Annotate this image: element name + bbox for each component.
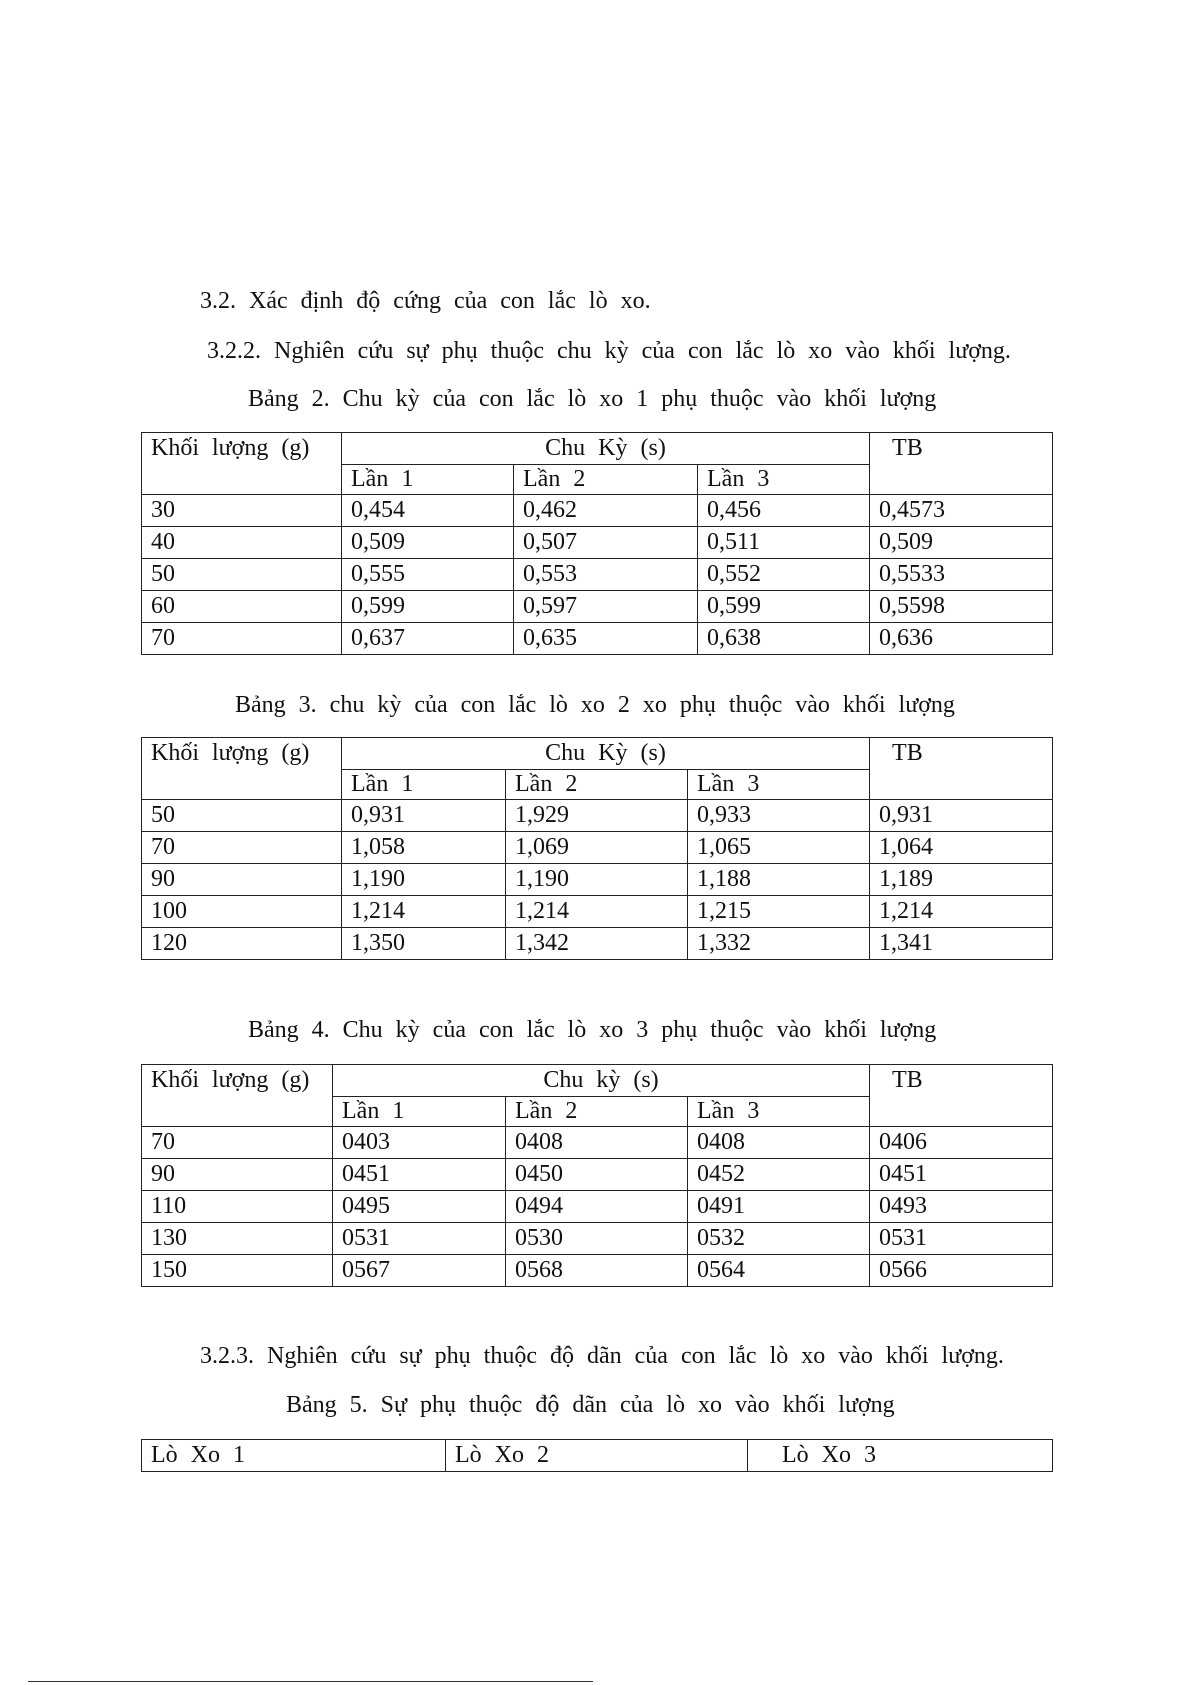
table4-cell: 0451 (333, 1159, 506, 1191)
table3-header-period: Chu Kỳ (s) (342, 738, 870, 770)
table5-header-spring-1: Lò Xo 1 (142, 1440, 446, 1472)
table4-cell: 150 (142, 1255, 333, 1287)
table4-header-run-3: Lần 3 (688, 1097, 870, 1127)
table-row (142, 864, 1053, 896)
table4-cell: 130 (142, 1223, 333, 1255)
table4-header-run-2: Lần 2 (506, 1097, 688, 1127)
table5 (141, 1439, 1053, 1472)
table3-cell: 90 (142, 864, 342, 896)
table4-header-mass: Khối lượng (g) (142, 1065, 333, 1127)
table2-cell: 0,509 (870, 527, 1053, 559)
table2-cell: 0,507 (514, 527, 698, 559)
table-row (142, 559, 1053, 591)
table2-header-avg: TB (870, 433, 1053, 495)
table3-cell: 1,215 (688, 896, 870, 928)
table2-cell: 0,555 (342, 559, 514, 591)
table3-cell: 1,929 (506, 800, 688, 832)
table4-cell: 0493 (870, 1191, 1053, 1223)
table3-caption: Bảng 3. chu kỳ của con lắc lò xo 2 xo phụ thuộc vào khối lượng (235, 692, 955, 718)
table4-header-period: Chu kỳ (s) (333, 1065, 870, 1097)
table4-cell: 0406 (870, 1127, 1053, 1159)
table2-cell: 0,454 (342, 495, 514, 527)
table2-cell: 0,636 (870, 623, 1053, 655)
table4-cell: 0495 (333, 1191, 506, 1223)
table4-cell: 0450 (506, 1159, 688, 1191)
table4-cell: 0530 (506, 1223, 688, 1255)
table2-cell: 0,509 (342, 527, 514, 559)
page-divider (28, 1681, 593, 1682)
table-row (142, 1159, 1053, 1191)
table4-cell: 0568 (506, 1255, 688, 1287)
table3-cell: 1,214 (342, 896, 506, 928)
table3-cell: 50 (142, 800, 342, 832)
table-row (142, 1191, 1053, 1223)
table3-header-run-2: Lần 2 (506, 770, 688, 800)
table3-header-run-1: Lần 1 (342, 770, 506, 800)
table2-cell: 50 (142, 559, 342, 591)
table2-cell: 30 (142, 495, 342, 527)
table2-cell: 0,511 (698, 527, 870, 559)
table2-cell: 40 (142, 527, 342, 559)
table4-header-avg: TB (870, 1065, 1053, 1127)
table2-cell: 0,553 (514, 559, 698, 591)
table4-cell: 0531 (870, 1223, 1053, 1255)
table3-header-avg: TB (870, 738, 1053, 800)
table4-cell: 0494 (506, 1191, 688, 1223)
table2-cell: 70 (142, 623, 342, 655)
table3-cell: 1,190 (342, 864, 506, 896)
table3-cell: 0,931 (342, 800, 506, 832)
table-row (142, 1127, 1053, 1159)
table3-cell: 1,350 (342, 928, 506, 960)
table2-cell: 0,456 (698, 495, 870, 527)
table4-cell: 0408 (506, 1127, 688, 1159)
table2-header-run-2: Lần 2 (514, 465, 698, 495)
table-row (142, 1223, 1053, 1255)
table-row (142, 527, 1053, 559)
table4-cell: 0491 (688, 1191, 870, 1223)
table2-header-run-3: Lần 3 (698, 465, 870, 495)
table-row (142, 800, 1053, 832)
table3 (141, 737, 1053, 960)
table5-header-spring-3: Lò Xo 3 (748, 1440, 1053, 1472)
table3-header-run-3: Lần 3 (688, 770, 870, 800)
table4 (141, 1064, 1053, 1287)
table4-cell: 0564 (688, 1255, 870, 1287)
table3-cell: 1,189 (870, 864, 1053, 896)
table4-cell: 70 (142, 1127, 333, 1159)
table3-cell: 120 (142, 928, 342, 960)
table-row (142, 928, 1053, 960)
table4-cell: 0408 (688, 1127, 870, 1159)
table2-header-mass: Khối lượng (g) (142, 433, 342, 495)
table4-cell: 90 (142, 1159, 333, 1191)
table3-cell: 1,214 (870, 896, 1053, 928)
table3-cell: 1,069 (506, 832, 688, 864)
table2-cell: 0,552 (698, 559, 870, 591)
section-heading-3-2-2: 3.2.2. Nghiên cứu sự phụ thuộc chu kỳ của con lắc lò xo vào khối lượng. (207, 338, 1011, 364)
section-heading-3-2-3: 3.2.3. Nghiên cứu sự phụ thuộc độ dãn của con lắc lò xo vào khối lượng. (200, 1343, 1004, 1369)
table2 (141, 432, 1053, 655)
table3-cell: 1,332 (688, 928, 870, 960)
table2-cell: 0,5533 (870, 559, 1053, 591)
table4-header-run-1: Lần 1 (333, 1097, 506, 1127)
table3-cell: 1,342 (506, 928, 688, 960)
table5-caption: Bảng 5. Sự phụ thuộc độ dãn của lò xo vào khối lượng (286, 1392, 895, 1418)
table2-cell: 0,638 (698, 623, 870, 655)
table4-cell: 0532 (688, 1223, 870, 1255)
table-row (142, 495, 1053, 527)
table2-caption: Bảng 2. Chu kỳ của con lắc lò xo 1 phụ thuộc vào khối lượng (248, 386, 937, 412)
table2-cell: 0,599 (698, 591, 870, 623)
table3-cell: 0,931 (870, 800, 1053, 832)
table2-cell: 0,599 (342, 591, 514, 623)
table-row (142, 832, 1053, 864)
table2-header-period: Chu Kỳ (s) (342, 433, 870, 465)
table4-caption: Bảng 4. Chu kỳ của con lắc lò xo 3 phụ thuộc vào khối lượng (248, 1017, 937, 1043)
table2-cell: 0,635 (514, 623, 698, 655)
table2-cell: 0,462 (514, 495, 698, 527)
table2-cell: 0,4573 (870, 495, 1053, 527)
table4-cell: 0403 (333, 1127, 506, 1159)
table3-cell: 1,064 (870, 832, 1053, 864)
table5-header-spring-2: Lò Xo 2 (446, 1440, 748, 1472)
table2-cell: 0,597 (514, 591, 698, 623)
table4-cell: 0451 (870, 1159, 1053, 1191)
table3-cell: 100 (142, 896, 342, 928)
table-row (142, 1255, 1053, 1287)
table3-cell: 70 (142, 832, 342, 864)
table2-header-run-1: Lần 1 (342, 465, 514, 495)
table3-cell: 0,933 (688, 800, 870, 832)
section-heading-3-2: 3.2. Xác định độ cứng của con lắc lò xo. (200, 288, 651, 314)
table3-cell: 1,190 (506, 864, 688, 896)
table4-cell: 0452 (688, 1159, 870, 1191)
table4-cell: 110 (142, 1191, 333, 1223)
table-row (142, 623, 1053, 655)
table3-header-mass: Khối lượng (g) (142, 738, 342, 800)
table3-cell: 1,341 (870, 928, 1053, 960)
table-row (142, 896, 1053, 928)
table2-cell: 0,5598 (870, 591, 1053, 623)
table4-cell: 0567 (333, 1255, 506, 1287)
table4-cell: 0531 (333, 1223, 506, 1255)
table3-cell: 1,214 (506, 896, 688, 928)
table2-cell: 0,637 (342, 623, 514, 655)
table3-cell: 1,058 (342, 832, 506, 864)
table4-cell: 0566 (870, 1255, 1053, 1287)
table-row (142, 591, 1053, 623)
table3-cell: 1,188 (688, 864, 870, 896)
table3-cell: 1,065 (688, 832, 870, 864)
table2-cell: 60 (142, 591, 342, 623)
